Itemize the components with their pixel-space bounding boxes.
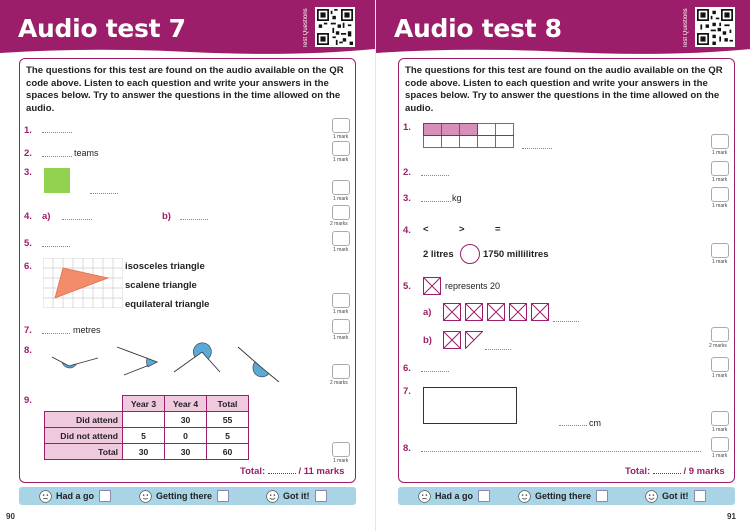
- question-7-unit: cm: [589, 418, 601, 428]
- crossed-square-key: [423, 277, 441, 295]
- question-5a-label: a): [423, 307, 432, 318]
- mark-label: 2 marks: [330, 380, 348, 386]
- answer-line-6[interactable]: [421, 371, 449, 372]
- table-cell: 5: [207, 428, 249, 444]
- total-input[interactable]: [653, 466, 681, 474]
- mark-box[interactable]: [711, 411, 729, 426]
- green-square: [44, 168, 70, 193]
- total-prefix: Total:: [625, 466, 651, 477]
- comparison-left: 2 litres: [423, 249, 454, 260]
- progress-bar: [398, 487, 735, 505]
- answer-line-1[interactable]: [522, 148, 552, 149]
- rectangle-shape: [423, 387, 517, 424]
- mark-label: 1 mark: [712, 150, 728, 156]
- answer-line-3[interactable]: [421, 201, 451, 202]
- question-7-number: 7.: [403, 386, 411, 397]
- qr-code-icon[interactable]: [695, 7, 735, 47]
- mark-box[interactable]: [332, 293, 350, 308]
- mark-box[interactable]: [332, 231, 350, 246]
- table-header: Year 4: [165, 396, 207, 412]
- question-6-number: 6.: [403, 363, 411, 374]
- fraction-bar: [423, 123, 514, 149]
- happy-face-icon: [266, 490, 279, 503]
- option-equilateral[interactable]: equilateral triangle: [125, 299, 210, 310]
- mark-label: 1 mark: [333, 458, 349, 464]
- unsure-face-icon: [418, 490, 431, 503]
- side-tab: Test Questions: [683, 8, 689, 48]
- progress-got-it: [266, 489, 327, 503]
- progress-checkbox[interactable]: [694, 490, 706, 502]
- table-cell: 30: [123, 444, 165, 460]
- key-text: represents 20: [445, 281, 501, 291]
- total-input[interactable]: [268, 466, 296, 474]
- mark-label: 1 mark: [333, 335, 349, 341]
- progress-had-a-go: [39, 489, 111, 503]
- header-left: [0, 0, 375, 58]
- mark-label: 1 mark: [712, 177, 728, 183]
- question-8-number: 8.: [403, 443, 411, 454]
- table-cell: 0: [165, 428, 207, 444]
- table-cell: 60: [207, 444, 249, 460]
- mark-label: 1 mark: [333, 157, 349, 163]
- mark-label: 1 mark: [712, 373, 728, 379]
- page-title: Audio test 7: [18, 14, 186, 43]
- table-row: [45, 444, 249, 460]
- mark-label: 1 mark: [712, 259, 728, 265]
- total-marks: [240, 466, 344, 477]
- question-3-number: 3.: [403, 193, 411, 204]
- neutral-face-icon: [518, 490, 531, 503]
- table-header: Year 3: [123, 396, 165, 412]
- angles-diagram: [42, 342, 292, 382]
- answer-line-5[interactable]: [42, 246, 70, 247]
- total-prefix: Total:: [240, 466, 266, 477]
- total-suffix: / 9 marks: [683, 466, 725, 477]
- progress-checkbox[interactable]: [99, 490, 111, 502]
- progress-label: Got it!: [283, 491, 310, 501]
- table-row: [45, 428, 249, 444]
- mark-label: 1 mark: [333, 196, 349, 202]
- mark-box[interactable]: [711, 161, 729, 176]
- partial-crossed-squares: [443, 331, 483, 349]
- answer-line-5b[interactable]: [485, 349, 511, 350]
- mark-box[interactable]: [711, 327, 729, 342]
- progress-checkbox[interactable]: [315, 490, 327, 502]
- happy-face-icon: [645, 490, 658, 503]
- progress-getting-there: [518, 489, 608, 503]
- mark-box[interactable]: [711, 357, 729, 372]
- table-cell: 5: [123, 428, 165, 444]
- five-crossed-squares: [443, 303, 551, 321]
- less-than-symbol: <: [423, 224, 429, 235]
- progress-label: Getting there: [156, 491, 213, 501]
- mark-box[interactable]: [711, 243, 729, 258]
- mark-box[interactable]: [711, 134, 729, 149]
- answer-line-7[interactable]: [42, 333, 70, 334]
- progress-had-a-go: [418, 489, 490, 503]
- question-8-number: 8.: [24, 345, 32, 356]
- neutral-face-icon: [139, 490, 152, 503]
- question-7-unit: metres: [73, 325, 101, 335]
- comparison-right: 1750 millilitres: [483, 249, 549, 260]
- progress-checkbox[interactable]: [217, 490, 229, 502]
- table-cell[interactable]: [123, 412, 165, 428]
- header-right: [376, 0, 750, 58]
- question-3-unit: kg: [452, 193, 462, 203]
- answer-line-4a[interactable]: [62, 219, 92, 220]
- table-header: Total: [207, 396, 249, 412]
- progress-label: Got it!: [662, 491, 689, 501]
- question-9-number: 9.: [24, 395, 32, 406]
- answer-line-4b[interactable]: [180, 219, 208, 220]
- question-2-unit: teams: [74, 148, 99, 158]
- mark-label: 1 mark: [712, 427, 728, 433]
- question-4b-label: b): [162, 211, 171, 222]
- question-panel: [19, 58, 356, 483]
- qr-code-icon[interactable]: [315, 7, 355, 47]
- table-row: [45, 412, 249, 428]
- mark-label: 1 mark: [712, 203, 728, 209]
- progress-label: Had a go: [435, 491, 474, 501]
- question-7-number: 7.: [24, 325, 32, 336]
- answer-line-8[interactable]: [421, 451, 701, 452]
- question-1-number: 1.: [403, 122, 411, 133]
- table-row-header: Did not attend: [45, 428, 123, 444]
- mark-label: 1 mark: [333, 309, 349, 315]
- progress-getting-there: [139, 489, 229, 503]
- progress-checkbox[interactable]: [596, 490, 608, 502]
- total-suffix: / 11 marks: [298, 466, 345, 477]
- attendance-table: [44, 395, 249, 460]
- question-6-number: 6.: [24, 261, 32, 272]
- progress-label: Getting there: [535, 491, 592, 501]
- answer-line-2[interactable]: [421, 175, 449, 176]
- table-cell: 30: [165, 412, 207, 428]
- mark-box[interactable]: [332, 364, 350, 379]
- question-1-number: 1.: [24, 125, 32, 136]
- mark-box[interactable]: [332, 118, 350, 133]
- mark-box[interactable]: [332, 442, 350, 457]
- table-corner: [45, 396, 123, 412]
- progress-label: Had a go: [56, 491, 95, 501]
- total-marks: [625, 466, 725, 477]
- table-cell: 55: [207, 412, 249, 428]
- instructions: The questions for this test are found on the audio available on the QR code above. Listen to each question and write your answers in the spaces below. Try to answer the questions in the time allowed on the audio.: [405, 65, 723, 114]
- mark-label: 2 marks: [330, 221, 348, 227]
- progress-checkbox[interactable]: [478, 490, 490, 502]
- mark-label: 1 mark: [712, 453, 728, 459]
- progress-got-it: [645, 489, 706, 503]
- mark-label: 1 mark: [333, 247, 349, 253]
- mark-box[interactable]: [332, 180, 350, 195]
- question-2-number: 2.: [403, 167, 411, 178]
- mark-label: 2 marks: [709, 343, 727, 349]
- comparison-circle[interactable]: [460, 244, 480, 264]
- option-isosceles[interactable]: isosceles triangle: [125, 261, 205, 272]
- page-right: [375, 0, 750, 531]
- answer-line-5a[interactable]: [553, 321, 579, 322]
- table-cell: 30: [165, 444, 207, 460]
- side-tab: Test Questions: [303, 8, 309, 48]
- equals-symbol: =: [495, 224, 501, 235]
- mark-box[interactable]: [711, 187, 729, 202]
- progress-bar: [19, 487, 356, 505]
- mark-box[interactable]: [711, 437, 729, 452]
- page-title: Audio test 8: [394, 14, 562, 43]
- mark-label: 1 mark: [333, 134, 349, 140]
- option-scalene[interactable]: scalene triangle: [125, 280, 197, 291]
- answer-line-7[interactable]: [559, 425, 587, 426]
- question-2-number: 2.: [24, 148, 32, 159]
- mark-box[interactable]: [332, 205, 350, 220]
- page-number: 90: [6, 512, 15, 521]
- instructions: The questions for this test are found on the audio available on the QR code above. Listen to each question and write your answers in the spaces below. Try to answer the questions in the time allowed on the audio.: [26, 65, 344, 114]
- answer-line-2[interactable]: [42, 156, 72, 157]
- question-5-number: 5.: [24, 238, 32, 249]
- mark-box[interactable]: [332, 319, 350, 334]
- table-row-header: Did attend: [45, 412, 123, 428]
- page-number: 91: [727, 512, 736, 521]
- unsure-face-icon: [39, 490, 52, 503]
- table-row-header: Total: [45, 444, 123, 460]
- question-4-number: 4.: [24, 211, 32, 222]
- question-3-number: 3.: [24, 167, 32, 178]
- answer-line-1[interactable]: [42, 132, 72, 133]
- triangle-grid: [43, 258, 123, 308]
- answer-line-3[interactable]: [90, 193, 118, 194]
- question-5-number: 5.: [403, 281, 411, 292]
- question-5b-label: b): [423, 335, 432, 346]
- question-panel: [398, 58, 735, 483]
- question-4-number: 4.: [403, 225, 411, 236]
- greater-than-symbol: >: [459, 224, 465, 235]
- question-4a-label: a): [42, 211, 51, 222]
- mark-box[interactable]: [332, 141, 350, 156]
